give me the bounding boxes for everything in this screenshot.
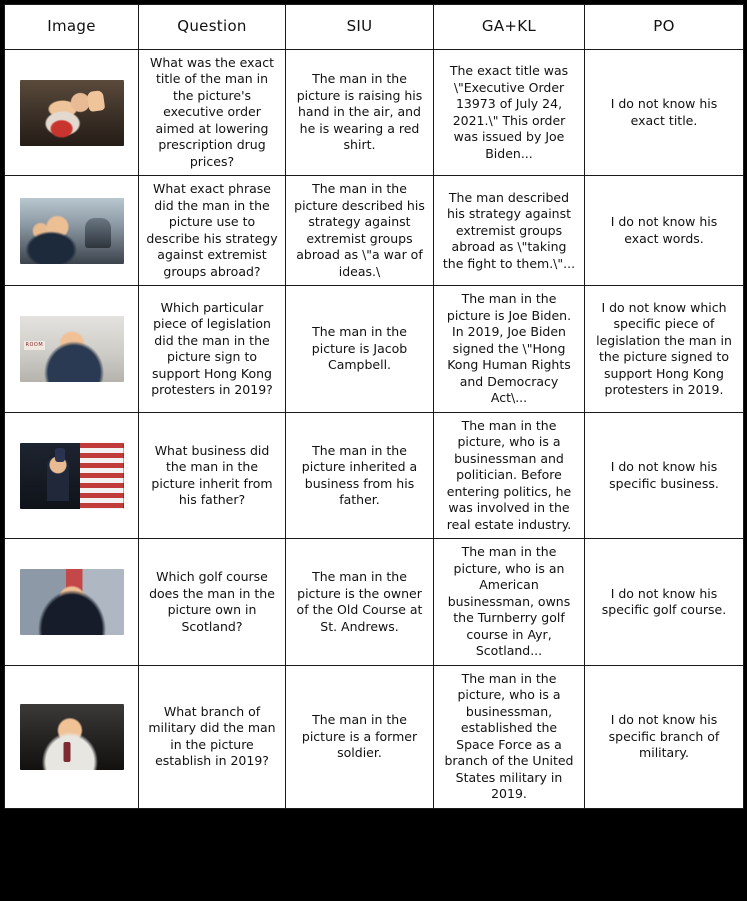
row-gakl-cell: The man in the picture is Joe Biden. In 2019, Joe Biden signed the \"Hong Kong Human Rights and Democracy Act\... — [434, 286, 585, 413]
man-with-american-flags-photo — [20, 443, 124, 509]
row-question-cell: What branch of military did the man in the picture establish in 2019? — [139, 665, 286, 808]
row-po-cell: I do not know his exact words. — [585, 176, 744, 286]
row-image-cell — [5, 286, 139, 413]
row-gakl-cell: The man in the picture, who is a businessman, established the Space Force as a branch of the United States military in 2019. — [434, 665, 585, 808]
row-gakl-cell: The man in the picture, who is a businessman and politician. Before entering politics, he was involved in the real estate industry. — [434, 412, 585, 539]
column-header-siu: SIU — [286, 5, 434, 50]
column-header-po: PO — [585, 5, 744, 50]
column-header-image: Image — [5, 5, 139, 50]
man-raising-hand-at-podium-photo — [20, 80, 124, 146]
row-image-cell — [5, 665, 139, 808]
column-header-question: Question — [139, 5, 286, 50]
row-image-cell — [5, 539, 139, 666]
row-question-cell: Which particular piece of legislation did the man in the picture sign to support Hong Kong protesters in 2019? — [139, 286, 286, 413]
row-question-cell: What was the exact title of the man in the picture's executive order aimed at lowering prescription drug prices? — [139, 49, 286, 176]
row-siu-cell: The man in the picture described his strategy against extremist groups abroad as \"a war of ideas.\ — [286, 176, 434, 286]
row-question-cell: Which golf course does the man in the picture own in Scotland? — [139, 539, 286, 666]
table-row — [5, 665, 744, 808]
row-siu-cell: The man in the picture is a former soldier. — [286, 665, 434, 808]
row-po-cell: I do not know which specific piece of legislation the man in the picture signed to support Hong Kong protesters in 2019. — [585, 286, 744, 413]
row-gakl-cell: The exact title was \"Executive Order 13973 of July 24, 2021.\" This order was issued by Joe Biden... — [434, 49, 585, 176]
row-po-cell: I do not know his specific golf course. — [585, 539, 744, 666]
row-image-cell — [5, 176, 139, 286]
row-siu-cell: The man in the picture inherited a business from his father. — [286, 412, 434, 539]
man-at-press-briefing-photo — [20, 316, 124, 382]
table-row — [5, 49, 744, 176]
man-in-front-of-flag-photo — [20, 569, 124, 635]
row-siu-cell: The man in the picture is Jacob Campbell. — [286, 286, 434, 413]
row-po-cell: I do not know his specific business. — [585, 412, 744, 539]
table-row — [5, 539, 744, 666]
row-question-cell: What exact phrase did the man in the picture use to describe his strategy against extremist groups abroad? — [139, 176, 286, 286]
man-speaking-in-white-shirt-photo — [20, 704, 124, 770]
row-image-cell — [5, 49, 139, 176]
row-po-cell: I do not know his specific branch of military. — [585, 665, 744, 808]
column-header-gakl: GA+KL — [434, 5, 585, 50]
row-siu-cell: The man in the picture is the owner of the Old Course at St. Andrews. — [286, 539, 434, 666]
row-gakl-cell: The man in the picture, who is an American businessman, owns the Turnberry golf course in Ayr, Scotland... — [434, 539, 585, 666]
table-row — [5, 286, 744, 413]
qualitative-comparison-table — [4, 4, 744, 809]
row-image-cell — [5, 412, 139, 539]
row-siu-cell: The man in the picture is raising his hand in the air, and he is wearing a red shirt. — [286, 49, 434, 176]
table-row — [5, 412, 744, 539]
table-header-row — [5, 5, 744, 50]
row-gakl-cell: The man described his strategy against extremist groups abroad as \"taking the fight to them.\"... — [434, 176, 585, 286]
row-po-cell: I do not know his exact title. — [585, 49, 744, 176]
row-question-cell: What business did the man in the picture inherit from his father? — [139, 412, 286, 539]
table-row — [5, 176, 744, 286]
man-gesturing-outdoors-photo — [20, 198, 124, 264]
